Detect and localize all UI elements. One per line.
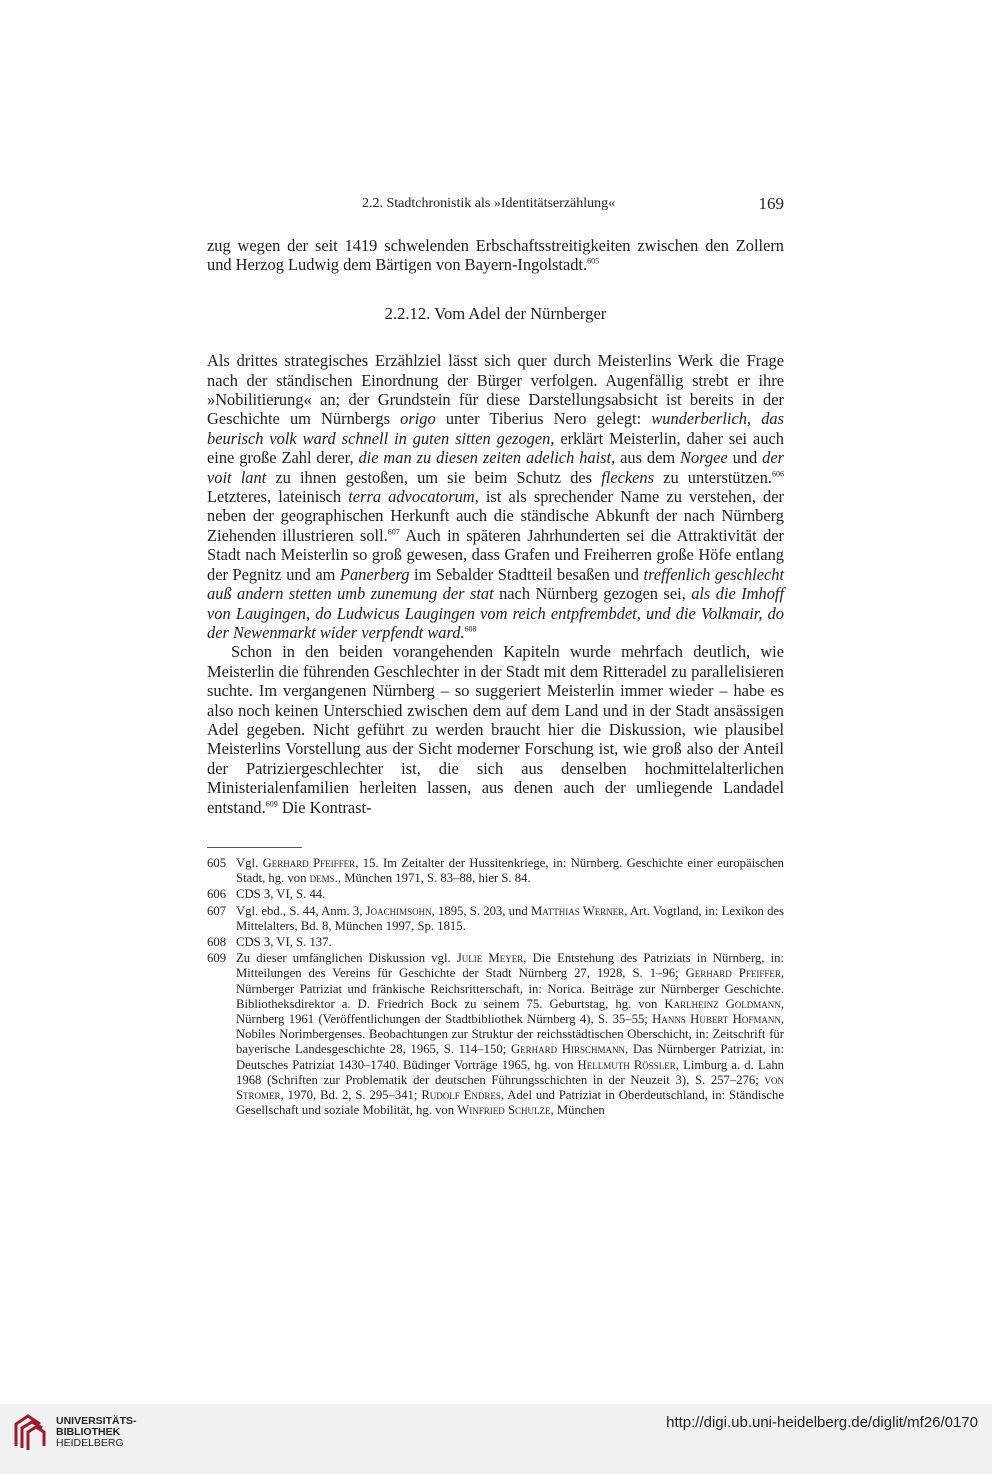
library-footer — [0, 1404, 992, 1474]
footnote-605 — [207, 856, 784, 886]
footnote-ref[interactable]: 609 — [265, 799, 278, 809]
library-name: UNIVERSITÄTS- BIBLIOTHEK HEIDELBERG — [56, 1415, 137, 1449]
footnote-number: 605 — [207, 856, 227, 870]
footnote-number: 606 — [207, 887, 227, 902]
footnote-ref[interactable]: 605 — [587, 256, 600, 266]
footnotes — [207, 856, 784, 1119]
footnote-text: CDS 3, VI, S. 137. — [236, 935, 332, 950]
library-logo-icon — [10, 1412, 48, 1452]
footnote-ref[interactable]: 608 — [464, 624, 477, 634]
footnote-text: CDS 3, VI, S. 44. — [236, 887, 326, 902]
continuation-paragraph: zug wegen der seit 1419 schwelenden Erbschaftsstreitigkeiten zwischen den Zollern und Herzog Ludwig dem Bärtigen von Bayern-Ingolstadt.$^{605}$ — [207, 236, 784, 275]
footnote-ref[interactable]: 607 — [387, 527, 400, 537]
section-heading: 2.2.12. Vom Adel der Nürnberger — [384, 303, 607, 323]
footnote-607 — [207, 904, 784, 934]
footnote-number: 607 — [207, 903, 227, 918]
main-text — [207, 236, 784, 817]
running-title: 2.2. Stadtchronistik als »Identitätserzählung« — [362, 196, 616, 211]
footnote-608 — [207, 935, 784, 950]
footnote-text: Vgl. ebd., S. 44, Anm. 3, Joachimsohn, 1895, S. 203, und Matthias Werner, Art. Vogtland, in: Lexikon des Mittelalters, Bd. 8, München 1997, Sp. 1815. — [236, 903, 784, 933]
permalink-url[interactable]: http://digi.ub.uni-heidelberg.de/diglit/mf26/0170 — [666, 1414, 978, 1431]
footnote-text: Zu dieser umfänglichen Diskussion vgl. Julie Meyer, Die Entstehung des Patriziats in Nürnberg, in: Mitteilungen des Vereins für Geschichte der Stadt Nürnberg 27, 1928, S. 1–96; Gerhard Pfeiffer, Nürnberger Patriziat und fränkische Reichsritterschaft, in: Norica. Beiträge zur Nürnberger Geschichte. Bibliotheksdirektor a. D. Friedrich Bock zu seinem 75. Geburtstag, hg. von Karlheinz Goldmann, Nürnberg 1961 (Veröffentlichungen der Stadtbibliothek Nürnberg 4), S. 35–55; Hanns Hubert Hofmann, Nobiles Norimbergenses. Beobachtungen zur Struktur der reichsstädtischen Oberschicht, in: Zeitschrift für bayerische Landesgeschichte 28, 1965, S. 114–150; Gerhard Hirschmann, Das Nürnberger Patriziat, in: Deutsches Patriziat 1430–1740. Büdinger Vorträge 1965, hg. von Hellmuth Rössler, Limburg a. d. Lahn 1968 (Schriften zur Problematik der deutschen Führungsschichten in der Neuzeit 3), S. 257–276; von Stromer, 1970, Bd. 2, S. 295–341; Rudolf Endres, Adel und Patriziat in Oberdeutschland, in: Ständische Gesellschaft und soziale Mobilität, hg. von Winfried Schulze, München — [236, 951, 785, 1118]
footnote-number: 609 — [207, 951, 227, 966]
footnote-text: Vgl. Gerhard Pfeiffer, 15. Im Zeitalter der Hussitenkriege, in: Nürnberg. Geschichte einer europäischen Stadt, hg. von dems., München 1971, S. 83–88, hier S. 84. — [236, 856, 785, 886]
footnote-ref[interactable]: 606 — [772, 469, 784, 479]
footnote-609 — [207, 951, 784, 1118]
footnote-number: 608 — [207, 935, 227, 950]
page-number: 169 — [758, 194, 784, 213]
footnote-divider — [207, 847, 302, 848]
running-header — [207, 194, 784, 218]
paragraph-1: Als drittes strategisches Erzählziel lässt sich quer durch Meisterlins Werk die Frage nach der ständischen Einordnung der Bürger verfolgen. Augenfällig strebt er ihre »Nobilitierung« an; der Grundstein für diese Darstellungsabsicht ist bereits in der Geschichte um Nürnbergs origo unter Tiberius Nero gelegt: wunderberlich, das beurisch volk ward schnell in guten sitten gezogen, erklärt Meisterlin, daher sei auch eine große Zahl derer, die man zu diesen zeiten adelich haist, aus dem Norgee und der voit lant zu ihnen gestoßen, um sie beim Schutz des fleckens zu unterstützen.$^{606}$ Letzteres, lateinisch terra advocatorum, ist als sprechender Name zu verstehen, der neben der geographischen Herkunft auch die ständische Abkunft der nach Nürnberg Ziehenden illustrieren soll.$^{607}$ Auch in späteren Jahrhunderten sei die Attraktivität der Stadt nach Meisterlin so groß gewesen, dass Grafen und Freiherren große Höfe entlang der Pegnitz und am Panerberg im Sebalder Stadtteil besaßen und treffenlich geschlecht auß andern stetten umb zunemung der stat nach Nürnberg gezogen sei, als die Imhoff von Laugingen, do Ludwicus Laugingen vom reich entpfrembdet, und die Volkmair, do der Newenmarkt wider verpfendt ward.$^{608}$ — [207, 351, 785, 642]
footnote-606 — [207, 887, 784, 902]
paragraph-2: Schon in den beiden vorangehenden Kapiteln wurde mehrfach deutlich, wie Meisterlin die führenden Geschlechter in der Stadt mit dem Ritteradel zu parallelisieren suchte. Im vergangenen Nürnberg – so suggeriert Meisterlin immer wieder – habe es also noch keinen Unterschied zwischen dem auf dem Land und in der Stadt ansässigen Adel gegeben. Nicht geführt zu werden braucht hier die Diskussion, wie plausibel Meisterlins Vorstellung aus der Sicht moderner Forschung ist, wie groß also der Anteil der Patriziergeschlechter ist, die sich aus denselben hochmittelalterlichen Ministerialenfamilien herleiten lassen, aus denen auch der umliegende Landadel entstand.$^{609}$ Die Kontrast- — [207, 642, 784, 817]
